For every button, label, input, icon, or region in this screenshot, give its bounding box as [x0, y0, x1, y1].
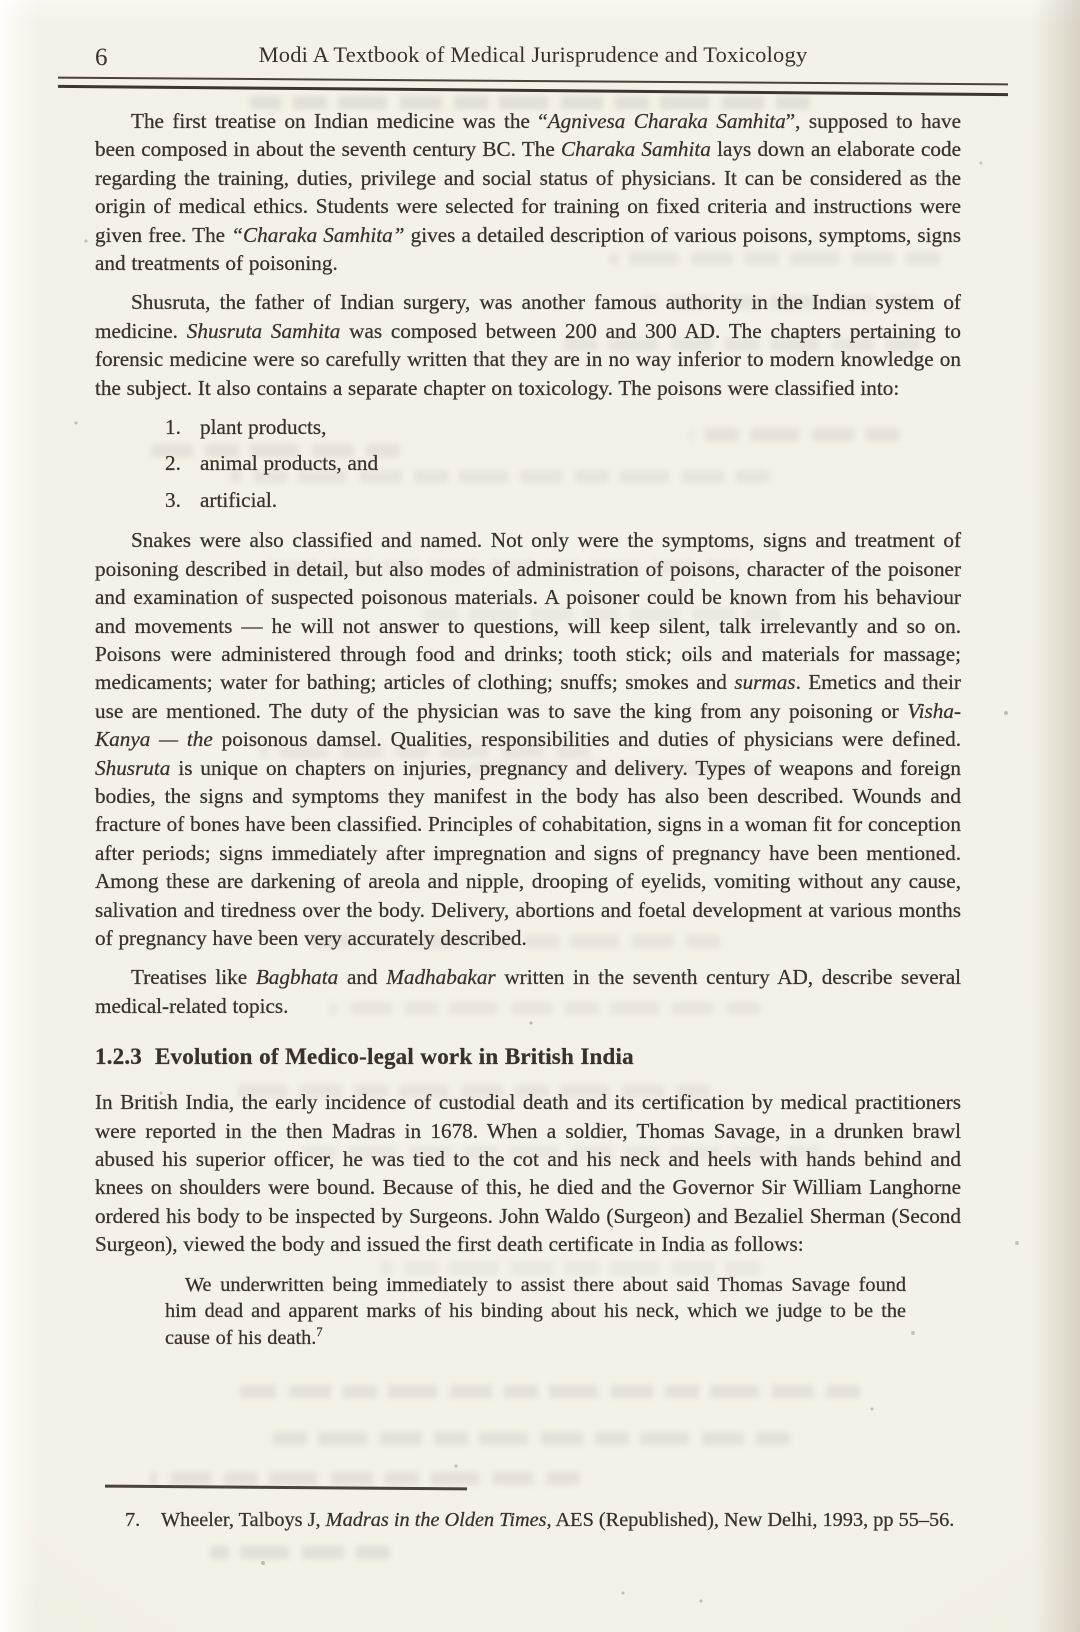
page-number: 6 — [95, 44, 109, 71]
paragraph-first-treatise: The first treatise on Indian medicine was the “Agnivesa Charaka Samhita”, supposed to have been composed in about the seventh century BC. The Charaka Samhita lays down an elaborate code regarding the training, duties, privilege and social status of physicians. It can be considered as the origin of medical ethics. Students were selected for training on fixed criteria and instructions were given free. The “Charaka Samhita” gives a detailed description of various poisons, symptoms, signs and treatments of poisoning. — [95, 109, 962, 276]
footnote-separator — [105, 1485, 467, 1490]
paragraph-snakes: Snakes were also classified and named. Not only were the symptoms, signs and treatment of poisoning described in detail, but also modes of administration of poisons, character of the poisoner and examination of suspected poisonous materials. A poisoner could be known from his behaviour and movements — he will not answer to questions, will keep silent, talk irrelevantly and so on. Poisons were administered through food and drinks; tooth stick; oils and materials for massage; medicaments; water for bathing; articles of clothing; snuffs; smokes and surmas. Emetics and their use are mentioned. The duty of the physician was to save the king from any poisoning or Visha-Kanya — the poisonous damsel. Qualities, responsibilities and duties of physicians were defined. Shusruta is unique on chapters on injuries, pregnancy and delivery. Types of weapons and foreign bodies, the signs and symptoms they manifest in the body has also been described. Wounds and fracture of bones have been classified. Principles of cohabitation, signs in a woman fit for conception after periods; signs immediately after impregnation and signs of pregnancy have been mentioned. Among these are darkening of areola and nipple, drooping of eyelids, vomiting without any cause, salivation and tiredness over the body. Delivery, abortions and foetal development at various months of pregnancy have been very accurately described. — [95, 528, 961, 950]
header-rule-thick — [58, 85, 1008, 96]
list-item — [165, 449, 961, 477]
footnote-area — [95, 1486, 961, 1534]
bleedthrough-stripe — [210, 1546, 390, 1559]
list-item-number: 3. — [165, 487, 181, 512]
section-heading-1-2-3 — [95, 1042, 961, 1072]
heading-number: 1.2.3 — [95, 1044, 142, 1070]
death-certificate-quote: We underwritten being immediately to assist there about said Thomas Savage found him dead and apparent marks of his binding about his neck, which we judge to be the cause of his death.$^7$ — [165, 1273, 906, 1349]
footnote — [95, 1507, 961, 1534]
list-item — [165, 486, 961, 514]
bleedthrough-stripe — [240, 1385, 860, 1398]
running-title: Modi A Textbook of Medical Jurisprudence and Toxicology — [258, 42, 808, 67]
paragraph-shusruta: Shusruta, the father of Indian surgery, was another famous authority in the Indian system of medicine. Shusruta Samhita was composed between 200 and 300 AD. The chapters pertaining to forensic medicine were so carefully written that they are in no way inferior to modern knowledge on the subject. It also contains a separate chapter on toxicology. The poisons were classified into: — [95, 290, 962, 400]
scan-specks — [0, 0, 2, 2]
bleedthrough-stripe — [150, 1472, 580, 1485]
list-item-text: artificial. — [200, 487, 278, 512]
list-item-number: 1. — [165, 415, 181, 440]
bleedthrough-stripe — [270, 1432, 790, 1445]
footnote-number: 7. — [125, 1508, 141, 1531]
page-body — [95, 107, 961, 1351]
list-item-number: 2. — [165, 451, 181, 476]
header-rule-thin — [58, 77, 1008, 86]
poison-classification-list — [165, 413, 961, 514]
paragraph-british-india: In British India, the early incidence of custodial death and its certification by medical practitioners were reported in the then Madras in 1678. When a soldier, Thomas Savage, in a drunken brawl abused his superior officer, he was tied to the cot and his neck and heels with hands behind and knees on shoulders were bound. Because of this, he died and the Governor Sir William Langhorne ordered his body to be inspected by Surgeons. John Waldo (Surgeon) and Bezaliel Sherman (Second Surgeon), viewed the body and issued the first death certificate in India as follows: — [95, 1090, 961, 1257]
list-item-text: plant products, — [200, 415, 327, 440]
page-header — [58, 42, 1008, 76]
footnote-text: Wheeler, Talboys J, Madras in the Olden Times, AES (Republished), New Delhi, 1993, pp 55–56. — [161, 1508, 955, 1531]
list-item-text: animal products, and — [200, 451, 379, 476]
heading-text: Evolution of Medico-legal work in British India — [155, 1044, 634, 1070]
list-item — [165, 413, 961, 441]
paragraph-treatises: Treatises like Bagbhata and Madhabakar written in the seventh century AD, describe several medical-related topics. — [95, 965, 962, 1018]
header-double-rule — [58, 80, 1008, 92]
